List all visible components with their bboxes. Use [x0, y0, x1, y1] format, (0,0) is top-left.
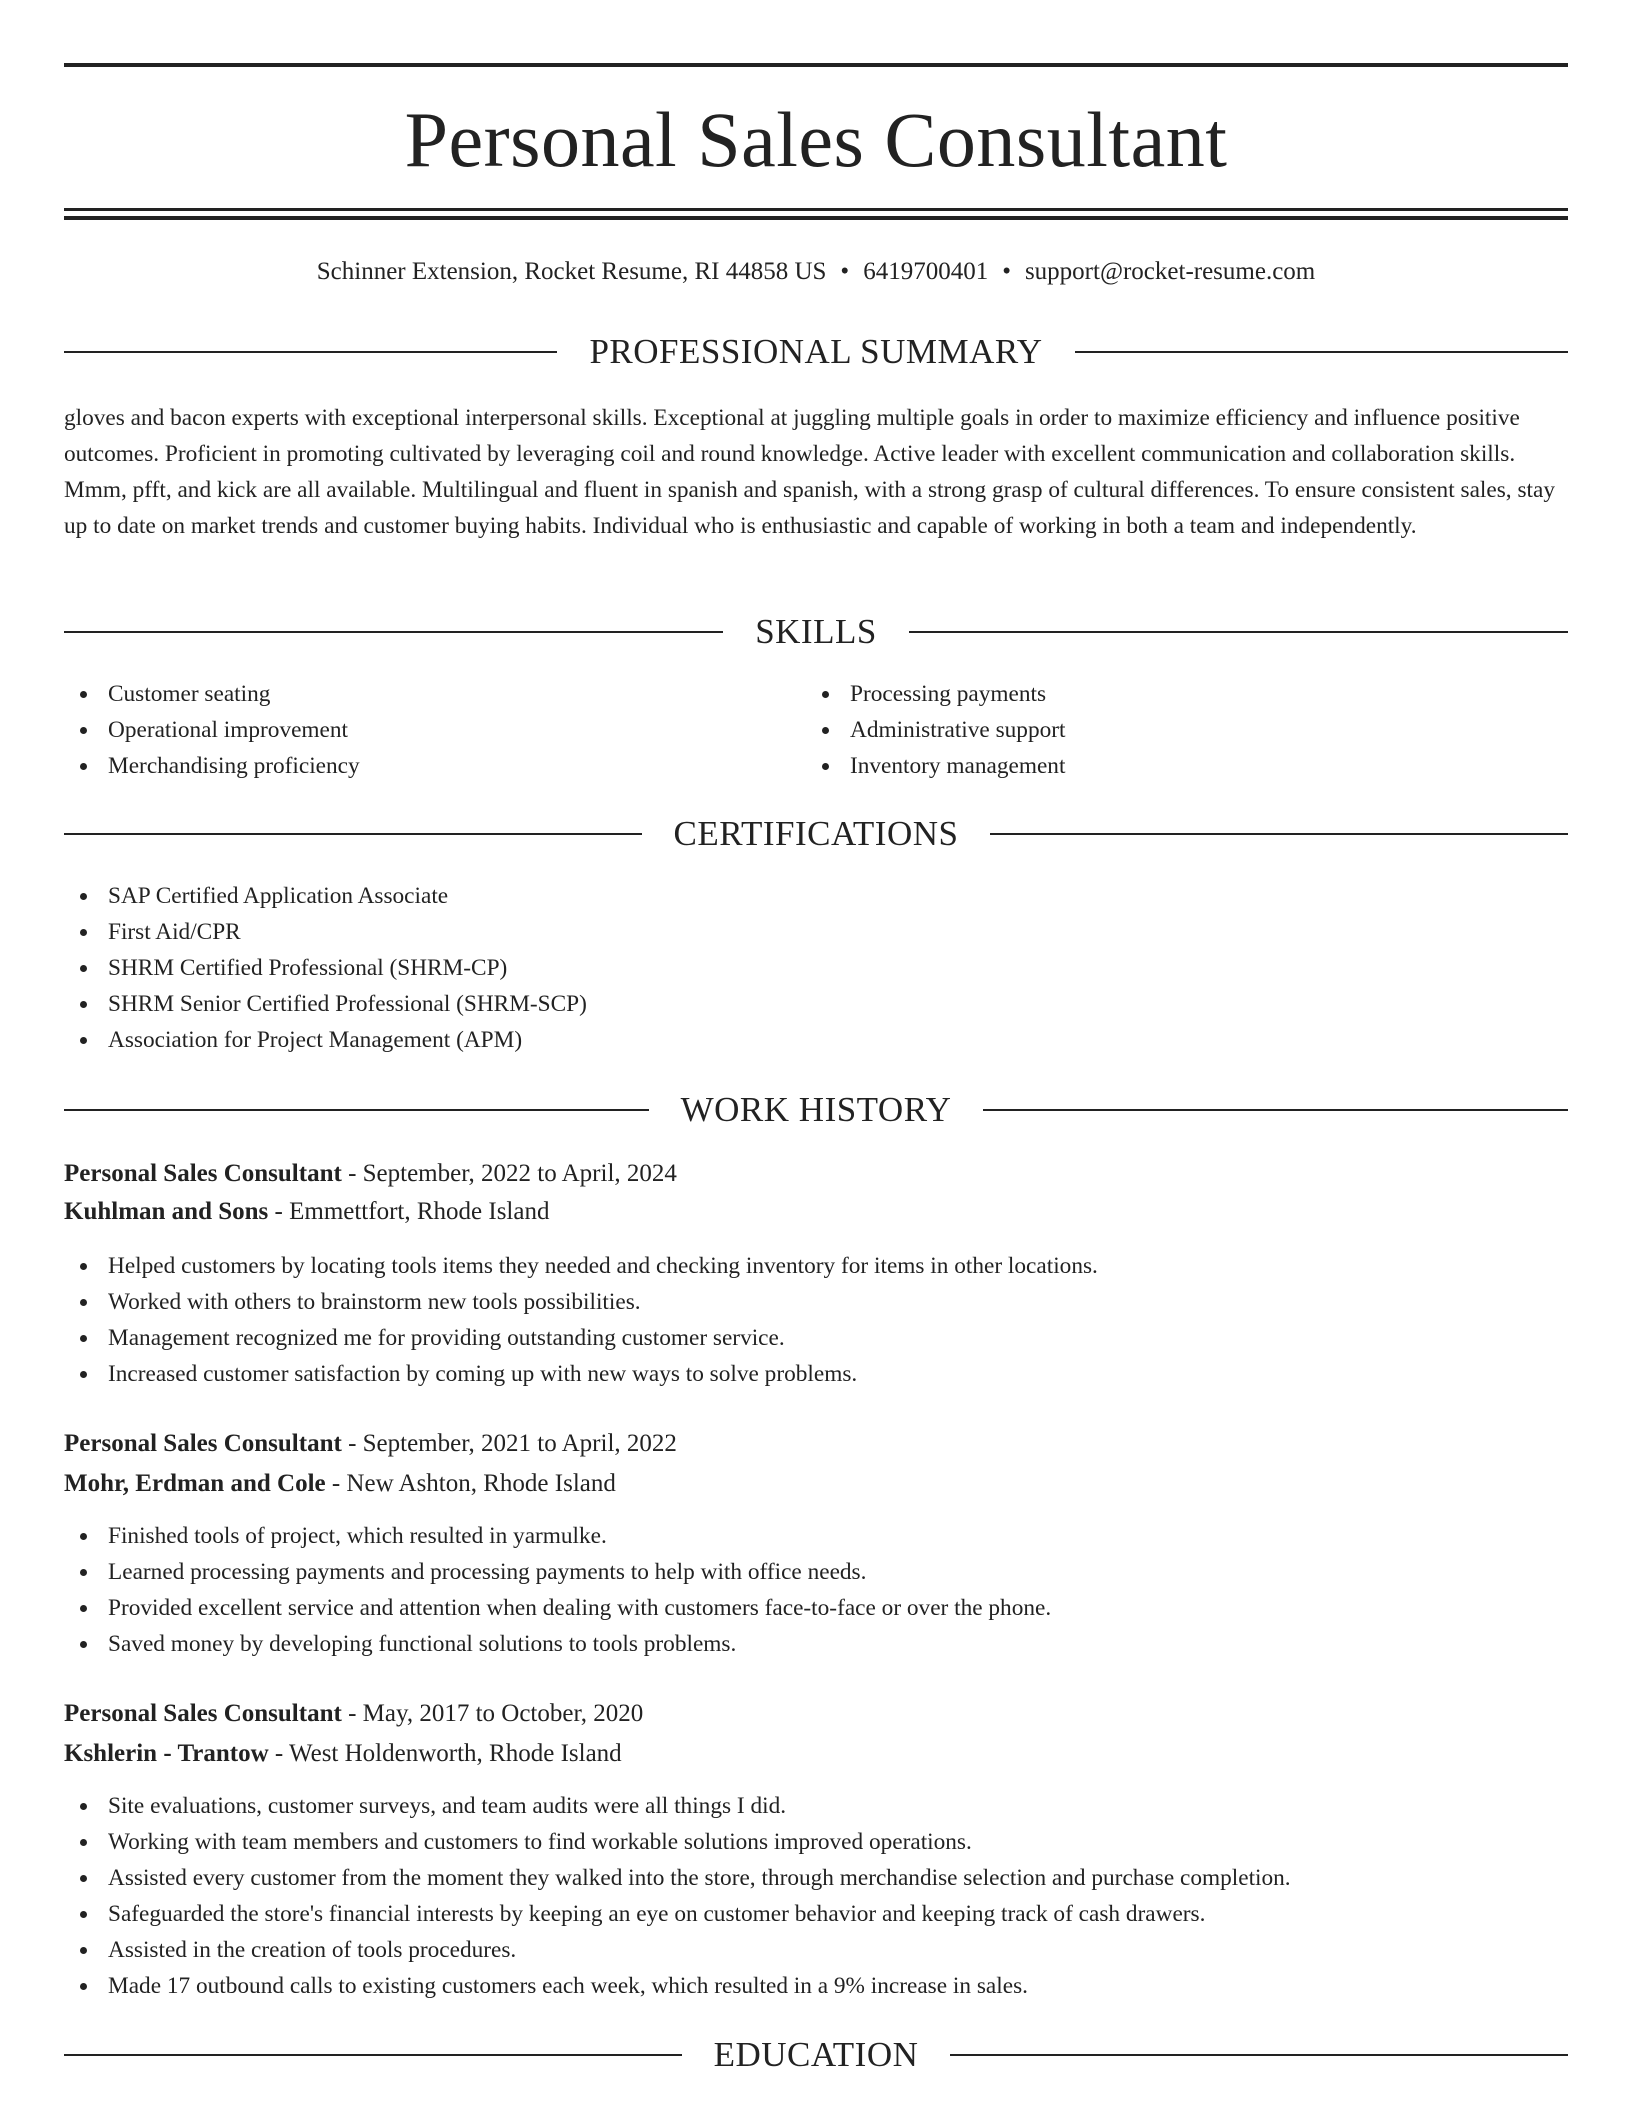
- section-header-work-history: [64, 1088, 1568, 1132]
- section-divider: [64, 351, 557, 353]
- section-title-education: EDUCATION: [713, 2035, 919, 2074]
- job-bullets: [64, 1518, 1051, 1662]
- job-bullet: Worked with others to brainstorm new tools possibilities.: [64, 1284, 1098, 1320]
- job-bullet: Site evaluations, customer surveys, and team audits were all things I did.: [64, 1788, 1291, 1824]
- job-dates: - May, 2017 to October, 2020: [341, 1700, 644, 1727]
- job-bullet: Made 17 outbound calls to existing customers each week, which resulted in a 9% increase in sales.: [64, 1968, 1291, 2004]
- section-header-education: [64, 2033, 1568, 2077]
- job-role: Personal Sales Consultant: [64, 1160, 342, 1187]
- section-title-work-history: WORK HISTORY: [680, 1090, 952, 1129]
- job-bullets: [64, 1248, 1098, 1392]
- job-bullet: Working with team members and customers to find workable solutions improved operations.: [64, 1824, 1291, 1860]
- job-company-line: [64, 1735, 622, 1773]
- skill-item: Administrative support: [806, 712, 1065, 748]
- contact-email: support@rocket-resume.com: [1024, 258, 1316, 285]
- section-divider: [64, 833, 642, 835]
- job-title-line: [64, 1155, 677, 1193]
- certification-item: First Aid/CPR: [64, 914, 587, 950]
- contact-phone: 6419700401: [863, 258, 989, 285]
- section-divider: [983, 1109, 1568, 1111]
- section-divider: [1075, 351, 1568, 353]
- skills-list-left: [64, 676, 360, 784]
- job-location: - New Ashton, Rhode Island: [325, 1470, 616, 1497]
- certification-item: SHRM Certified Professional (SHRM-CP): [64, 950, 587, 986]
- job-dates: - September, 2021 to April, 2022: [341, 1430, 677, 1457]
- skill-item: Inventory management: [806, 748, 1065, 784]
- job-company-line: [64, 1465, 616, 1503]
- job-bullet: Helped customers by locating tools items they needed and checking inventory for items in other locations.: [64, 1248, 1098, 1284]
- section-header-summary: [64, 330, 1568, 374]
- double-rule-upper: [64, 208, 1568, 211]
- section-title-summary: PROFESSIONAL SUMMARY: [589, 332, 1043, 371]
- contact-separator: •: [840, 258, 850, 285]
- job-company: Kshlerin - Trantow: [64, 1740, 269, 1767]
- job-role: Personal Sales Consultant: [64, 1430, 342, 1457]
- job-bullet: Finished tools of project, which resulted in yarmulke.: [64, 1518, 1051, 1554]
- contact-line: [64, 254, 1568, 290]
- section-divider: [950, 2054, 1568, 2056]
- section-header-certifications: [64, 812, 1568, 856]
- section-divider: [64, 631, 723, 633]
- job-bullet: Saved money by developing functional solutions to tools problems.: [64, 1626, 1051, 1662]
- contact-address: Schinner Extension, Rocket Resume, RI 44858 US: [316, 258, 827, 285]
- job-bullet: Safeguarded the store's financial interests by keeping an eye on customer behavior and keeping track of cash drawers.: [64, 1896, 1291, 1932]
- top-rule: [64, 63, 1568, 67]
- skill-item: Operational improvement: [64, 712, 360, 748]
- job-company-line: [64, 1193, 549, 1231]
- job-bullet: Assisted every customer from the moment they walked into the store, through merchandise selection and purchase completion.: [64, 1860, 1291, 1896]
- job-bullets: [64, 1788, 1291, 2004]
- job-company: Mohr, Erdman and Cole: [64, 1470, 326, 1497]
- job-bullet: Provided excellent service and attention when dealing with customers face-to-face or over the phone.: [64, 1590, 1051, 1626]
- summary-text: gloves and bacon experts with exceptional interpersonal skills. Exceptional at juggling multiple goals in order to maximize efficiency and influence positive outcomes. Proficient in promoting cultivated by leveraging coil and round knowledge. Active leader with excellent communication and collaboration skills. Mmm, pfft, and kick are all available. Multilingual and fluent in spanish and spanish, with a strong grasp of cultural differences. To ensure consistent sales, stay up to date on market trends and customer buying habits. Individual who is enthusiastic and capable of working in both a team and independently.: [64, 405, 1555, 539]
- skill-item: Processing payments: [806, 676, 1065, 712]
- job-title-line: [64, 1425, 677, 1463]
- job-bullet: Management recognized me for providing outstanding customer service.: [64, 1320, 1098, 1356]
- job-dates: - September, 2022 to April, 2024: [341, 1160, 677, 1187]
- certifications-list: [64, 878, 587, 1058]
- certification-item: Association for Project Management (APM): [64, 1022, 587, 1058]
- section-header-skills: [64, 610, 1568, 654]
- certification-item: SAP Certified Application Associate: [64, 878, 587, 914]
- section-title-skills: SKILLS: [755, 612, 877, 651]
- section-divider: [990, 833, 1568, 835]
- section-title-certifications: CERTIFICATIONS: [673, 814, 959, 853]
- skills-list-right: [806, 676, 1065, 784]
- job-title-line: [64, 1695, 643, 1733]
- candidate-name: Personal Sales Consultant: [404, 96, 1228, 183]
- certification-item: SHRM Senior Certified Professional (SHRM-SCP): [64, 986, 587, 1022]
- skill-item: Customer seating: [64, 676, 360, 712]
- section-divider: [64, 2054, 682, 2056]
- job-company: Kuhlman and Sons: [64, 1198, 269, 1225]
- job-location: - West Holdenworth, Rhode Island: [268, 1740, 622, 1767]
- contact-separator: •: [1002, 258, 1011, 285]
- job-bullet: Assisted in the creation of tools procedures.: [64, 1932, 1291, 1968]
- section-divider: [909, 631, 1568, 633]
- job-bullet: Learned processing payments and processing payments to help with office needs.: [64, 1554, 1051, 1590]
- job-bullet: Increased customer satisfaction by coming up with new ways to solve problems.: [64, 1356, 1098, 1392]
- skill-item: Merchandising proficiency: [64, 748, 360, 784]
- double-rule-lower: [64, 216, 1568, 220]
- section-divider: [64, 1109, 649, 1111]
- job-role: Personal Sales Consultant: [64, 1700, 342, 1727]
- job-location: - Emmettfort, Rhode Island: [268, 1198, 550, 1225]
